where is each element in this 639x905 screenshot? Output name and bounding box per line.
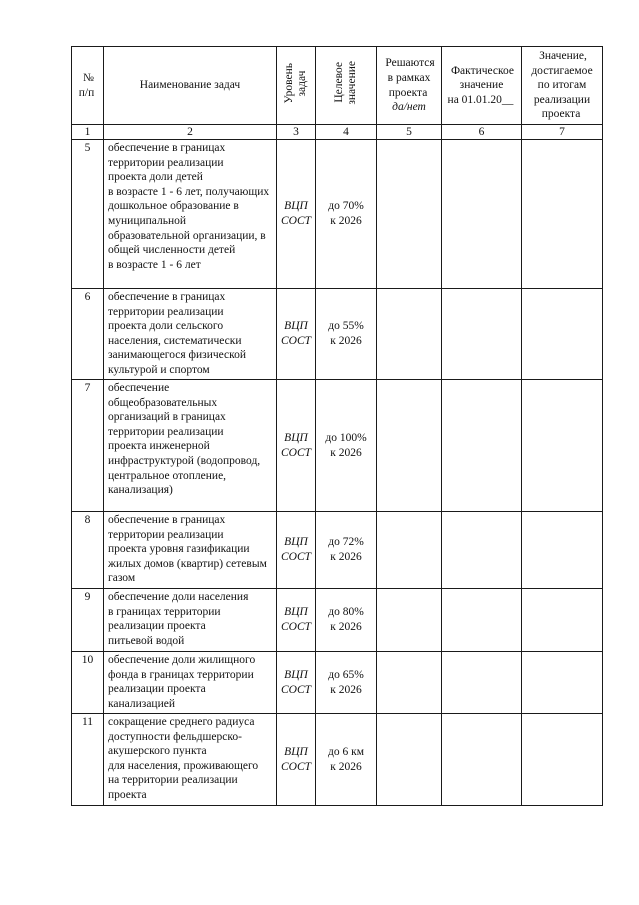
- column-number: 2: [104, 125, 277, 140]
- header-target: Целевое значение: [316, 47, 377, 125]
- header-decided-suffix: да/нет: [392, 101, 426, 114]
- column-number-row: [72, 125, 603, 140]
- row-number: 7: [72, 380, 104, 512]
- decided-cell: [377, 289, 442, 380]
- task-level: ВЦП СОСТ: [277, 714, 316, 806]
- table-row: [72, 652, 603, 714]
- final-value-cell: [522, 714, 603, 806]
- column-number: 4: [316, 125, 377, 140]
- header-decided: Решаются в рамках проекта да/нет: [377, 47, 442, 125]
- task-level: ВЦП СОСТ: [277, 589, 316, 652]
- table-row: [72, 380, 603, 512]
- final-value-cell: [522, 589, 603, 652]
- tasks-table: [71, 46, 603, 806]
- actual-value-cell: [442, 289, 522, 380]
- table-row: [72, 512, 603, 589]
- actual-value-cell: [442, 512, 522, 589]
- row-number: 11: [72, 714, 104, 806]
- header-num: № п/п: [72, 47, 104, 125]
- target-value: до 80% к 2026: [316, 589, 377, 652]
- final-value-cell: [522, 140, 603, 289]
- decided-cell: [377, 140, 442, 289]
- row-number: 5: [72, 140, 104, 289]
- target-value: до 55% к 2026: [316, 289, 377, 380]
- target-value: до 70% к 2026: [316, 140, 377, 289]
- final-value-cell: [522, 289, 603, 380]
- final-value-cell: [522, 380, 603, 512]
- actual-value-cell: [442, 652, 522, 714]
- target-value: до 72% к 2026: [316, 512, 377, 589]
- header-level: Уровень задач: [277, 47, 316, 125]
- row-number: 9: [72, 589, 104, 652]
- task-level: ВЦП СОСТ: [277, 289, 316, 380]
- header-row: [72, 47, 603, 125]
- actual-value-cell: [442, 714, 522, 806]
- header-task: Наименование задач: [104, 47, 277, 125]
- column-number: 5: [377, 125, 442, 140]
- decided-cell: [377, 512, 442, 589]
- actual-value-cell: [442, 140, 522, 289]
- table-row: [72, 289, 603, 380]
- task-name: сокращение среднего радиуса доступности фельдшерско- акушерского пункта для населения, проживающего на территории реализации проекта: [104, 714, 277, 806]
- task-level: ВЦП СОСТ: [277, 380, 316, 512]
- table-row: [72, 140, 603, 289]
- task-name: обеспечение общеобразовательных организаций в границах территории реализации проекта инженерной инфраструктурой (водопровод, центральное отопление, канализация): [104, 380, 277, 512]
- decided-cell: [377, 714, 442, 806]
- task-name: обеспечение в границах территории реализации проекта уровня газификации жилых домов (квартир) сетевым газом: [104, 512, 277, 589]
- decided-cell: [377, 380, 442, 512]
- table-row: [72, 714, 603, 806]
- task-name: обеспечение в границах территории реализации проекта доли детей в возрасте 1 - 6 лет, получающих дошкольное образование в муниципальной образовательной организации, в общей численности детей в возрасте 1 - 6 лет: [104, 140, 277, 289]
- header-actual: Фактическое значение на 01.01.20__: [442, 47, 522, 125]
- target-value: до 6 км к 2026: [316, 714, 377, 806]
- task-name: обеспечение доли населения в границах территории реализации проекта питьевой водой: [104, 589, 277, 652]
- header-final: Значение, достигаемое по итогам реализации проекта: [522, 47, 603, 125]
- target-value: до 65% к 2026: [316, 652, 377, 714]
- task-level: ВЦП СОСТ: [277, 512, 316, 589]
- decided-cell: [377, 652, 442, 714]
- final-value-cell: [522, 512, 603, 589]
- row-number: 8: [72, 512, 104, 589]
- actual-value-cell: [442, 380, 522, 512]
- task-name: обеспечение доли жилищного фонда в границах территории реализации проекта канализацией: [104, 652, 277, 714]
- task-level: ВЦП СОСТ: [277, 652, 316, 714]
- row-number: 6: [72, 289, 104, 380]
- row-number: 10: [72, 652, 104, 714]
- column-number: 7: [522, 125, 603, 140]
- table-row: [72, 589, 603, 652]
- task-level: ВЦП СОСТ: [277, 140, 316, 289]
- task-name: обеспечение в границах территории реализации проекта доли сельского населения, систематически занимающегося физической культурой и спортом: [104, 289, 277, 380]
- column-number: 1: [72, 125, 104, 140]
- actual-value-cell: [442, 589, 522, 652]
- column-number: 3: [277, 125, 316, 140]
- decided-cell: [377, 589, 442, 652]
- final-value-cell: [522, 652, 603, 714]
- column-number: 6: [442, 125, 522, 140]
- target-value: до 100% к 2026: [316, 380, 377, 512]
